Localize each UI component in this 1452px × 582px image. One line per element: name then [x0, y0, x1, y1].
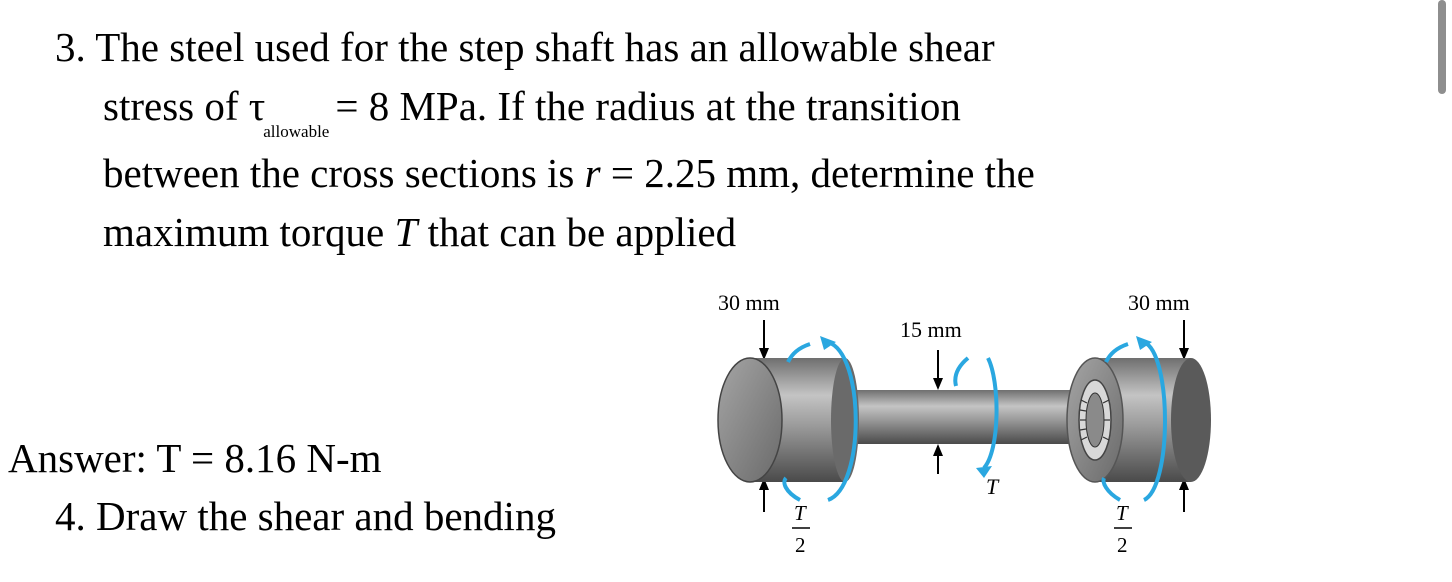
right-cylinder-end — [1171, 358, 1211, 482]
problem-4-number: 4. — [55, 493, 86, 539]
problem-3-text-1: The steel used for the step shaft has an allowable shear — [95, 24, 995, 70]
dim-right-label: 30 mm — [1128, 290, 1190, 315]
problem-3-text-4a: maximum torque — [103, 209, 395, 255]
vertical-scrollbar[interactable] — [1438, 0, 1446, 94]
torque-left-denominator: 2 — [795, 533, 806, 557]
problem-3-line-3 — [55, 144, 1235, 203]
fillet-inner — [1086, 393, 1104, 447]
problem-number: 3. — [55, 24, 86, 70]
dim-middle-label: 15 mm — [900, 317, 962, 342]
problem-3-text-2b: = 8 MPa. If the radius at the transition — [335, 83, 961, 129]
problem-3-text-2a: stress of τ — [103, 83, 266, 129]
answer-text: Answer: T = 8.16 N-m — [8, 435, 382, 481]
problem-4 — [55, 492, 556, 540]
problem-3-text-4b: that can be applied — [417, 209, 737, 255]
problem-3-line-2 — [55, 77, 1235, 144]
middle-shaft — [840, 390, 1080, 444]
torque-center-label: T — [986, 474, 999, 499]
problem-3-text-3b: = 2.25 mm, determine the — [600, 150, 1035, 196]
radius-variable: r — [584, 150, 601, 196]
torque-variable: T — [394, 209, 418, 255]
problem-4-text: Draw the shear and bending — [96, 493, 556, 539]
step-shaft-figure — [700, 282, 1240, 582]
torque-right-numerator: T — [1116, 501, 1128, 525]
torque-right-fraction — [1114, 501, 1132, 557]
torque-right-denominator: 2 — [1117, 533, 1128, 557]
problem-3-line-1 — [55, 18, 1235, 77]
torque-left-numerator: T — [794, 501, 806, 525]
dim-left-label: 30 mm — [718, 290, 780, 315]
problem-3-text-3a: between the cross sections is — [103, 150, 585, 196]
left-cylinder-face — [718, 358, 782, 482]
torque-left-fraction — [792, 501, 810, 557]
problem-3 — [55, 18, 1235, 262]
tau-subscript: allowable — [263, 122, 330, 141]
problem-3-line-4 — [55, 203, 1235, 262]
